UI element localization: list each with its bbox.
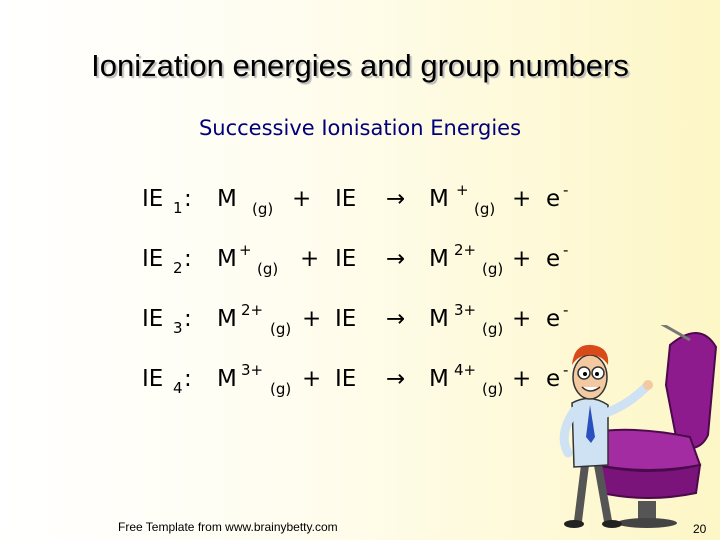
product-charge: 3+ — [454, 301, 477, 319]
equation-label: IE — [142, 186, 164, 212]
electron: e — [546, 306, 561, 332]
product-state: (g) — [474, 200, 496, 218]
equation-label: IE — [142, 246, 164, 272]
product-state: (g) — [482, 260, 504, 278]
slide-subtitle: Successive Ionisation Energies — [198, 116, 522, 140]
electron: e — [546, 186, 561, 212]
slide-title: Ionization energies and group numbers — [91, 48, 629, 83]
equation-label-subscript: 1 — [173, 199, 183, 217]
plus-sign: + — [512, 366, 532, 392]
footer-credit: Free Template from www.brainybetty.com — [118, 520, 338, 534]
plus-sign: + — [302, 366, 322, 392]
dentist-cartoon-icon — [550, 325, 720, 530]
electron-charge: - — [563, 301, 569, 319]
product-species: M — [429, 186, 449, 212]
equation-ie1 — [142, 181, 569, 226]
reactant-species: M — [217, 306, 237, 332]
equation-label: IE — [142, 306, 164, 332]
ionisation-energy-term: IE — [335, 186, 357, 212]
equation-label: IE — [142, 366, 164, 392]
product-charge: + — [456, 181, 469, 199]
product-species: M — [429, 246, 449, 272]
reactant-species: M — [217, 246, 237, 272]
arrow-icon: → — [386, 306, 406, 332]
equation-label-subscript: 3 — [173, 319, 183, 337]
product-species: M — [429, 306, 449, 332]
plus-sign: + — [292, 186, 312, 212]
product-charge: 4+ — [454, 361, 477, 379]
reactant-charge: 2+ — [241, 301, 264, 319]
equation-ie4 — [142, 361, 569, 406]
product-state: (g) — [482, 380, 504, 398]
reactant-charge: + — [239, 241, 252, 259]
reactant-charge: 3+ — [241, 361, 264, 379]
arrow-icon: → — [386, 246, 406, 272]
equation-label-subscript: 4 — [173, 379, 183, 397]
equation-ie3 — [142, 301, 569, 346]
reactant-species: M — [217, 186, 237, 212]
plus-sign: + — [300, 246, 320, 272]
product-species: M — [429, 366, 449, 392]
equation-colon: : — [184, 186, 192, 212]
electron: e — [546, 366, 561, 392]
ionisation-energy-term: IE — [335, 246, 357, 272]
electron-charge: - — [563, 241, 569, 259]
equation-colon: : — [184, 246, 192, 272]
plus-sign: + — [512, 186, 532, 212]
product-charge: 2+ — [454, 241, 477, 259]
equation-ie2 — [142, 241, 569, 286]
electron-charge: - — [563, 181, 569, 199]
plus-sign: + — [302, 306, 322, 332]
reactant-state: (g) — [252, 200, 274, 218]
equation-label-subscript: 2 — [173, 259, 183, 277]
plus-sign: + — [512, 306, 532, 332]
reactant-state: (g) — [270, 320, 292, 338]
product-state: (g) — [482, 320, 504, 338]
page-number: 20 — [693, 522, 707, 536]
equation-colon: : — [184, 366, 192, 392]
arrow-icon: → — [386, 366, 406, 392]
arrow-icon: → — [386, 186, 406, 212]
ionisation-energy-term: IE — [335, 306, 357, 332]
ionisation-energy-term: IE — [335, 366, 357, 392]
plus-sign: + — [512, 246, 532, 272]
electron-charge: - — [563, 361, 569, 379]
electron: e — [546, 246, 561, 272]
reactant-species: M — [217, 366, 237, 392]
reactant-state: (g) — [257, 260, 279, 278]
reactant-state: (g) — [270, 380, 292, 398]
equation-colon: : — [184, 306, 192, 332]
